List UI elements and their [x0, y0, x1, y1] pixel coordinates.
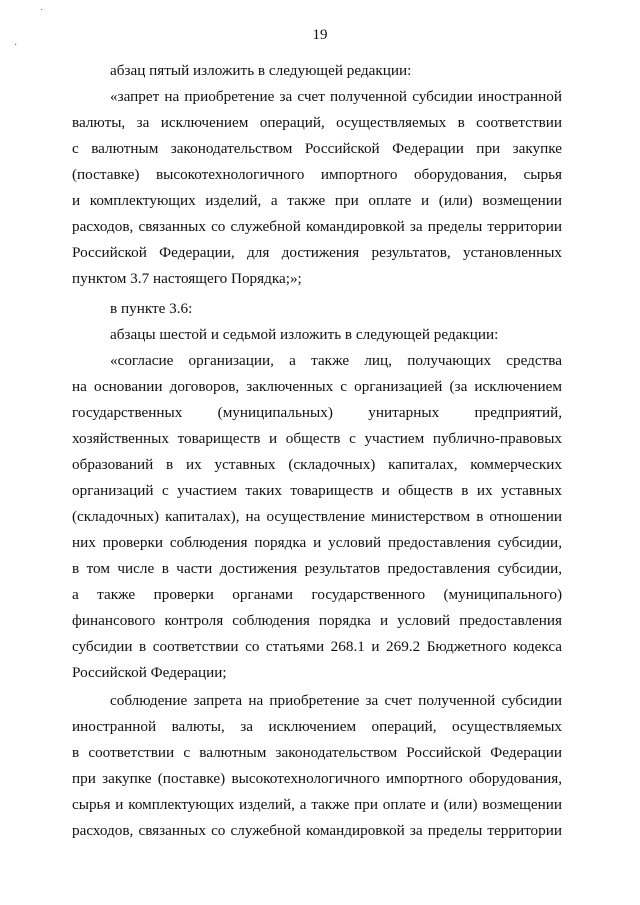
text-line: Российской Федерации, для достижения результатов, установленных — [72, 244, 562, 261]
text-line: расходов, связанных со служебной командировкой за пределы территории — [72, 822, 562, 839]
text-line: и комплектующих изделий, а также при оплате и (или) возмещении — [72, 192, 562, 209]
text-line: сырья и комплектующих изделий, а также при оплате и (или) возмещении — [72, 796, 562, 813]
text-line: финансового контроля соблюдения порядка и условий предоставления — [72, 612, 562, 629]
scan-speck: · — [14, 40, 18, 51]
text-line: (складочных) капиталах), на осуществление министерством в отношении — [72, 508, 562, 525]
text-line: (поставке) высокотехнологичного импортного оборудования, сырья — [72, 166, 562, 183]
text-line: государственных (муниципальных) унитарных предприятий, — [72, 404, 562, 421]
text-line: расходов, связанных со служебной командировкой за пределы территории — [72, 218, 562, 235]
scan-speck: ˙ — [40, 8, 44, 19]
page-number: 19 — [312, 27, 328, 43]
text-line: Российской Федерации; — [72, 664, 227, 681]
text-line: абзац пятый изложить в следующей редакции: — [110, 62, 412, 79]
text-line: абзацы шестой и седьмой изложить в следующей редакции: — [110, 326, 499, 343]
text-line: «согласие организации, а также лиц, получающих средства — [110, 352, 562, 369]
text-line: в соответствии с валютным законодательством Российской Федерации — [72, 744, 562, 761]
text-line: соблюдение запрета на приобретение за счет полученной субсидии — [110, 692, 562, 709]
text-line: организаций с участием таких товариществ и обществ в их уставных — [72, 482, 562, 499]
text-line: хозяйственных товариществ и обществ с участием публично-правовых — [72, 430, 562, 447]
text-line: в том числе в части достижения результатов предоставления субсидии, — [72, 560, 562, 577]
text-line: валюты, за исключением операций, осуществляемых в соответствии — [72, 114, 562, 131]
text-line: субсидии в соответствии со статьями 268.1 и 269.2 Бюджетного кодекса — [72, 638, 562, 655]
text-line: а также проверки органами государственного (муниципального) — [72, 586, 562, 603]
text-line: пунктом 3.7 настоящего Порядка;»; — [72, 270, 302, 287]
text-line: «запрет на приобретение за счет полученной субсидии иностранной — [110, 88, 562, 105]
text-line: в пункте 3.6: — [110, 300, 193, 317]
text-line: на основании договоров, заключенных с организацией (за исключением — [72, 378, 562, 395]
text-line: с валютным законодательством Российской Федерации при закупке — [72, 140, 562, 157]
text-line: образований в их уставных (складочных) капиталах, коммерческих — [72, 456, 562, 473]
text-line: при закупке (поставке) высокотехнологичного импортного оборудования, — [72, 770, 562, 787]
text-line: них проверки соблюдения порядка и условий предоставления субсидии, — [72, 534, 562, 551]
text-line: иностранной валюты, за исключением операций, осуществляемых — [72, 718, 562, 735]
